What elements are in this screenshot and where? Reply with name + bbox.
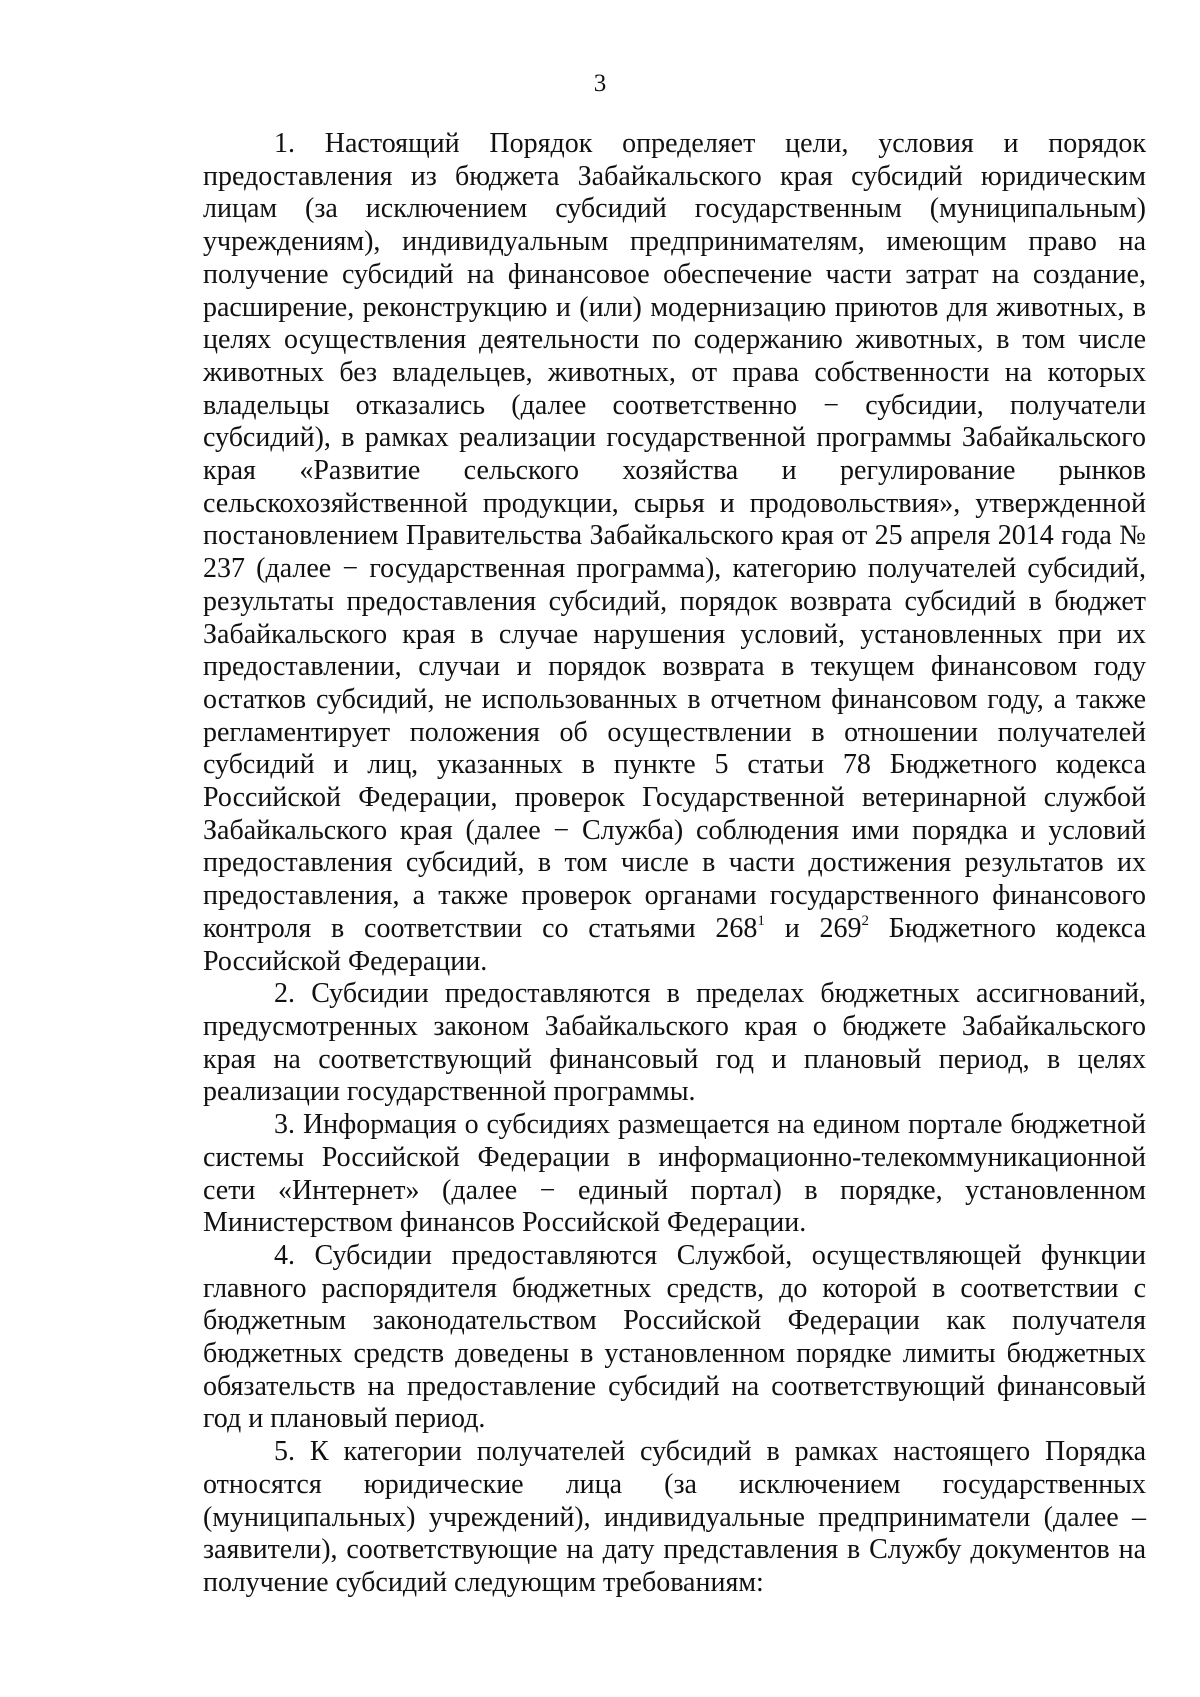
superscript-1: 1	[757, 912, 765, 929]
document-body	[203, 128, 1146, 1600]
paragraph-1-mid: и 269	[764, 912, 862, 944]
paragraph-2: 2. Субсидии предоставляются в пределах бюджетных ассигнований, предусмотренных законом Забайкальского края о бюджете Забайкальского края на соответствующий финансовый год и плановый период, в целях реализации государственной программы.	[203, 978, 1146, 1108]
superscript-2: 2	[861, 912, 869, 929]
paragraph-1-tail: Бюджетного кодекса Российской Федерации.	[203, 912, 1146, 977]
paragraph-1	[203, 128, 1146, 978]
paragraph-1-main: 1. Настоящий Порядок определяет цели, условия и порядок предоставления из бюджета Забайкальского края субсидий юридическим лицам (за исключением субсидий государственным (муниципальным) учреждениям), индивидуальным предпринимателям, имеющим право на получение субсидий на финансовое обеспечение части затрат на создание, расширение, реконструкцию и (или) модернизацию приютов для животных, в целях осуществления деятельности по содержанию животных, в том числе животных без владельцев, животных, от права собственности на которых владельцы отказались (далее соответственно − субсидии, получатели субсидий), в рамках реализации государственной программы Забайкальского края «Развитие сельского хозяйства и регулирование рынков сельскохозяйственной продукции, сырья и продовольствия», утвержденной постановлением Правительства Забайкальского края от 25 апреля 2014 года № 237 (далее − государственная программа), категорию получателей субсидий, результаты предоставления субсидий, порядок возврата субсидий в бюджет Забайкальского края в случае нарушения условий, установленных при их предоставлении, случаи и порядок возврата в текущем финансовом году остатков субсидий, не использованных в отчетном финансовом году, а также регламентирует положения об осуществлении в отношении получателей субсидий и лиц, указанных в пункте 5 статьи 78 Бюджетного кодекса Российской Федерации, проверок Государственной ветеринарной службой Забайкальского края (далее − Служба) соблюдения ими порядка и условий предоставления субсидий, в том числе в части достижения результатов их предоставления, а также проверок органами государственного финансового контроля в соответствии со статьями 268	[203, 128, 1146, 944]
paragraph-5: 5. К категории получателей субсидий в рамках настоящего Порядка относятся юридические лица (за исключением государственных (муниципальных) учреждений), индивидуальные предприниматели (далее – заявители), соответствующие на дату представления в Службу документов на получение субсидий следующим требованиям:	[203, 1436, 1146, 1598]
paragraph-4: 4. Субсидии предоставляются Службой, осуществляющей функции главного распорядителя бюджетных средств, до которой в соответствии с бюджетным законодательством Российской Федерации как получателя бюджетных средств доведены в установленном порядке лимиты бюджетных обязательств на предоставление субсидий на соответствующий финансовый год и плановый период.	[203, 1239, 1146, 1435]
page-number: 3	[593, 70, 607, 97]
paragraph-3: 3. Информация о субсидиях размещается на едином портале бюджетной системы Российской Федерации в информационно-телекоммуникационной сети «Интернет» (далее − единый портал) в порядке, установленном Министерством финансов Российской Федерации.	[203, 1109, 1146, 1239]
